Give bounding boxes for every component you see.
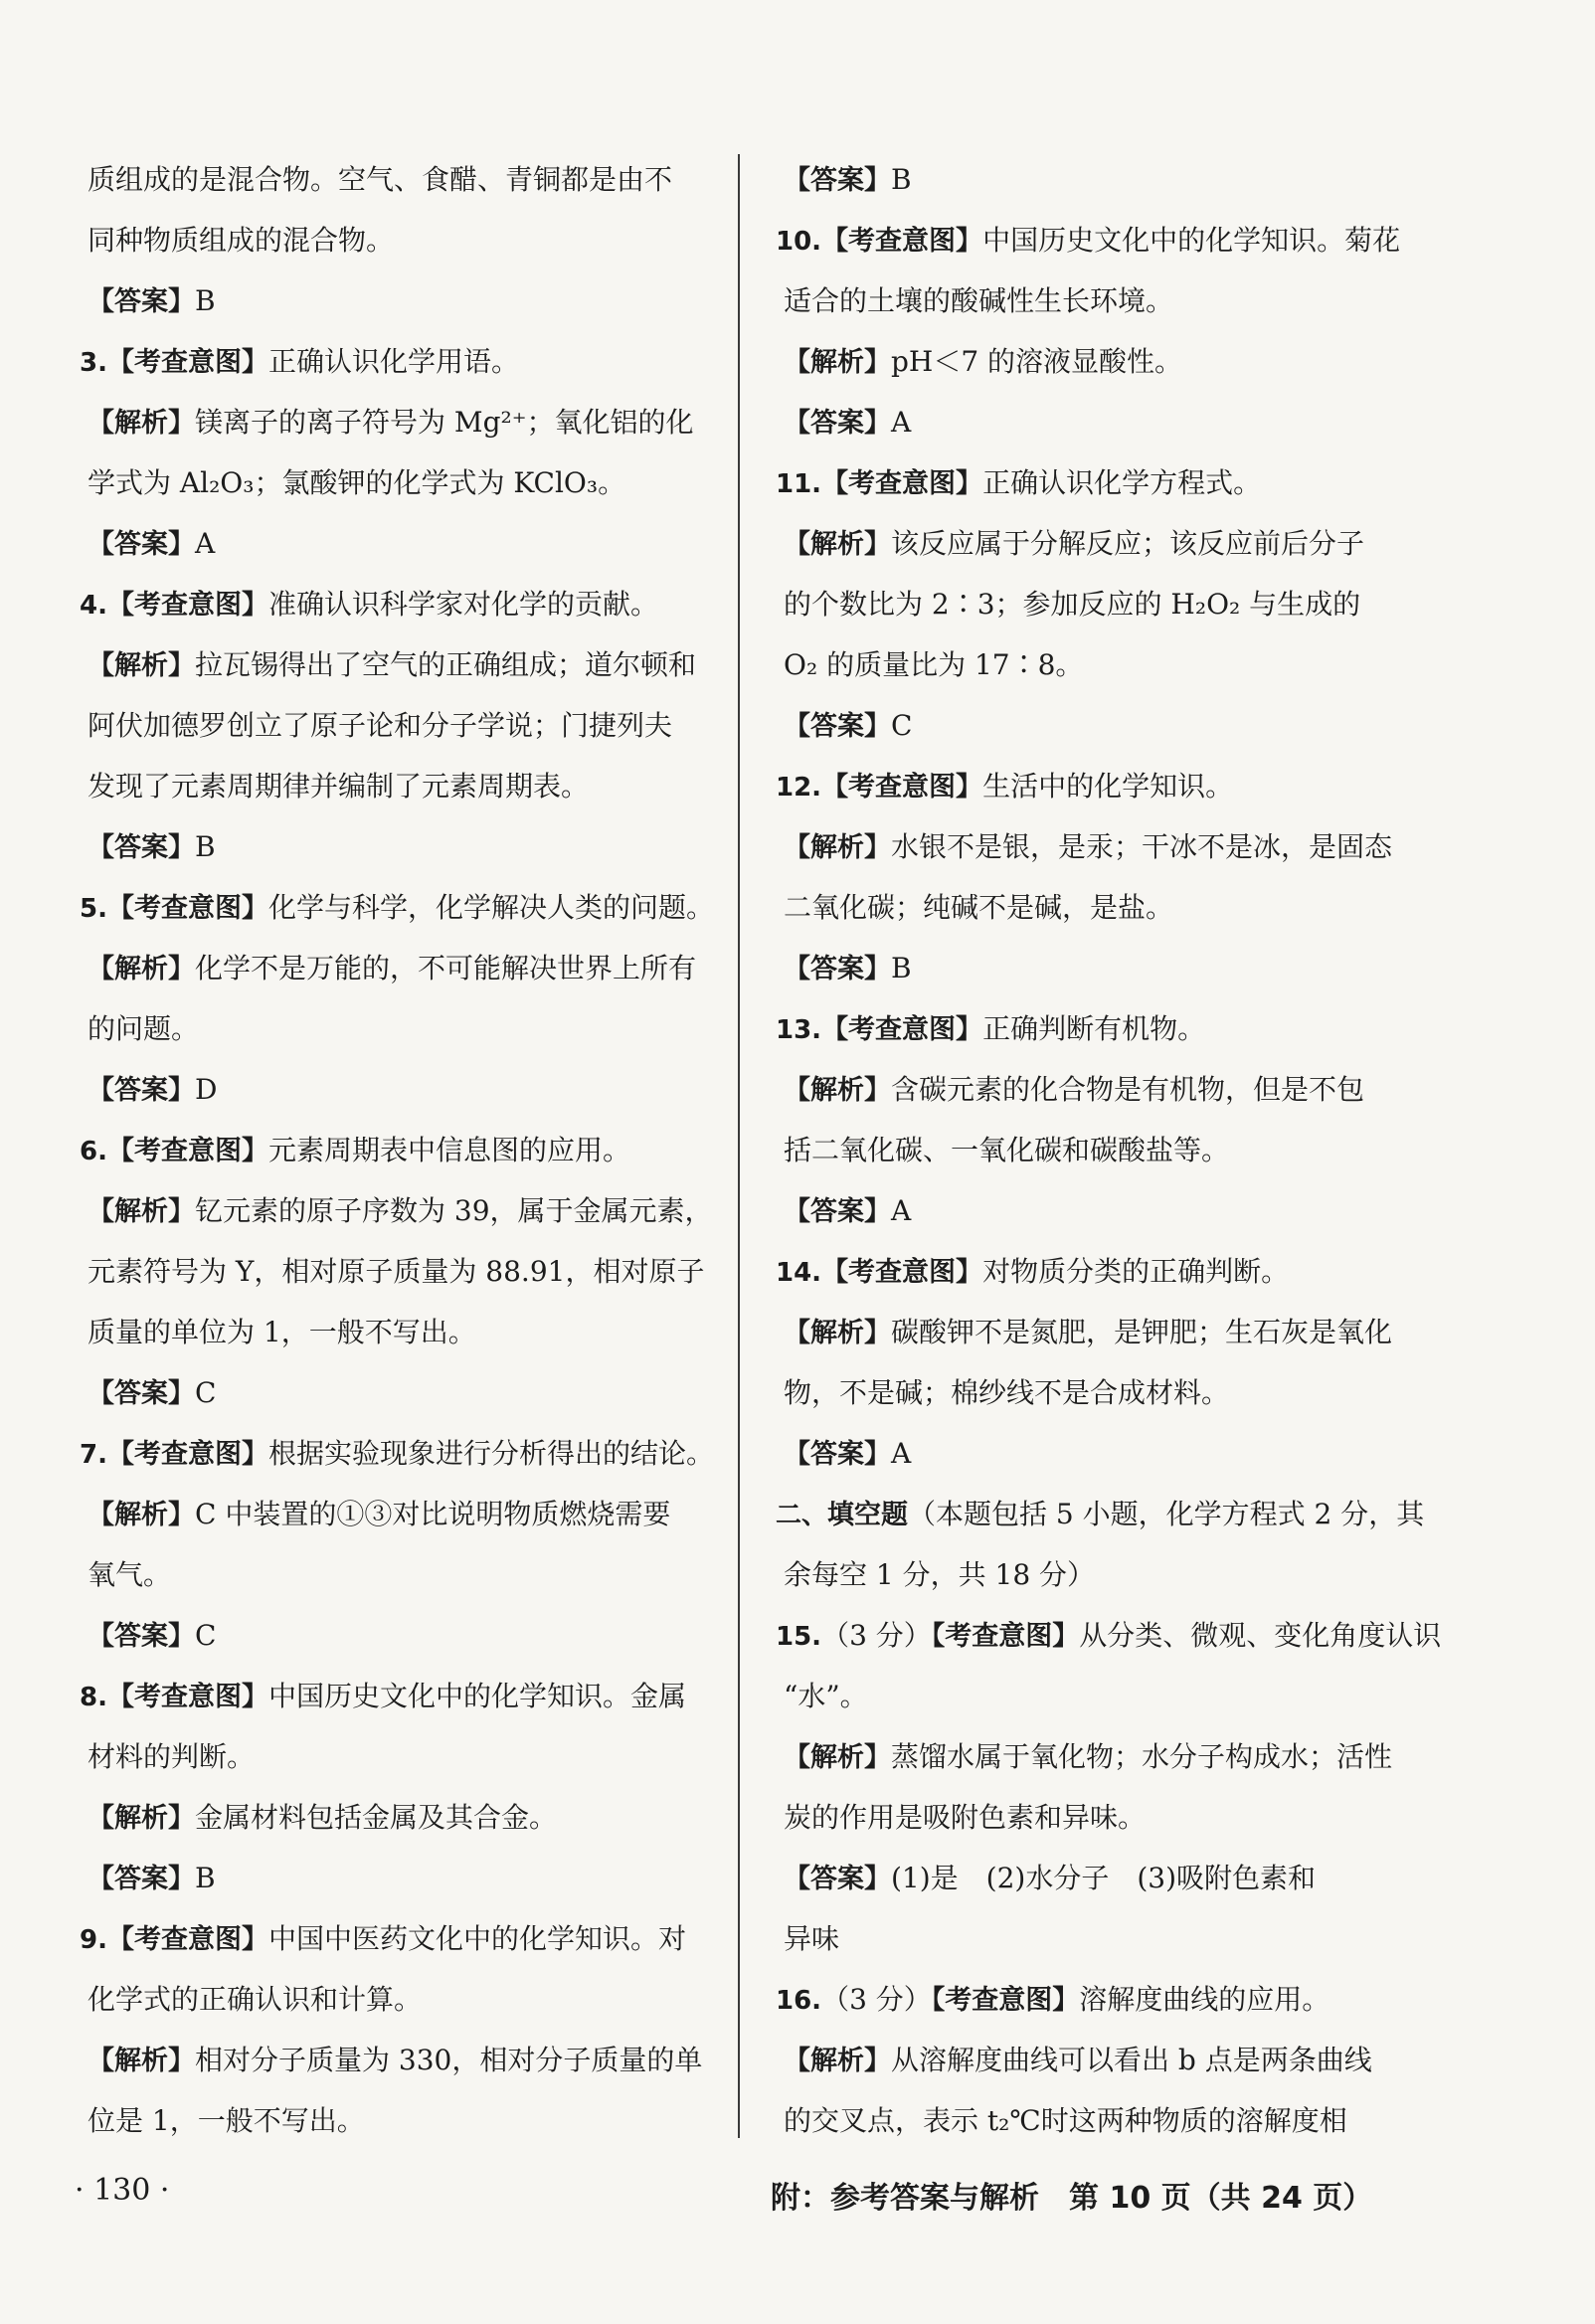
left-line (80, 270, 726, 331)
line-text: 质量的单位为 1，一般不写出。 (88, 1316, 476, 1348)
line-text: 对物质分类的正确判断。 (982, 1255, 1290, 1288)
right-line (776, 452, 1432, 513)
left-line (80, 392, 726, 452)
section-tag: 【考查意图】 (821, 772, 983, 803)
right-column (776, 149, 1442, 2151)
section-tag: 【答案】 (784, 954, 891, 984)
section-tag: 【解析】 (784, 2046, 891, 2076)
line-text: 生活中的化学知识。 (982, 770, 1234, 803)
line-text: C (195, 1619, 217, 1652)
left-line (80, 2030, 726, 2090)
right-line (776, 2090, 1432, 2151)
left-line (80, 1120, 726, 1180)
left-line (80, 634, 726, 695)
line-text: C (891, 709, 913, 742)
right-line (776, 270, 1432, 331)
line-text: （本题包括 5 小题，化学方程式 2 分，其 (908, 1498, 1425, 1530)
section-tag: 【答案】 (88, 1075, 195, 1106)
line-text: B (891, 163, 912, 196)
line-text: 金属材料包括金属及其合金。 (195, 1801, 558, 1834)
left-line (80, 210, 726, 270)
item-number: 16. (776, 1986, 822, 2016)
left-line (80, 1423, 726, 1484)
line-text: 拉瓦锡得出了空气的正确组成；道尔顿和 (195, 648, 697, 681)
item-number: 9. (80, 1925, 107, 1955)
right-line (776, 1059, 1432, 1120)
left-line (80, 1180, 726, 1241)
line-text: 正确判断有机物。 (982, 1012, 1206, 1045)
right-line (776, 1484, 1432, 1544)
item-number: 11. (776, 469, 822, 499)
item-number: 5. (80, 894, 107, 924)
section-tag: 【答案】 (88, 1378, 195, 1409)
section-tag: 填空题 (827, 1500, 909, 1530)
line-text: 中国中医药文化中的化学知识。对 (267, 1922, 686, 1955)
line-text: A (891, 1194, 912, 1227)
left-line (80, 1241, 726, 1302)
line-text: 异味 (784, 1922, 840, 1955)
left-line (80, 1605, 726, 1666)
line-text: 适合的土壤的酸碱性生长环境。 (784, 284, 1174, 317)
line-text: 从分类、微观、变化角度认识 (1079, 1619, 1442, 1652)
section-tag: 【考查意图】 (931, 1621, 1080, 1652)
line-text: 阿伏加德罗创立了原子论和分子学说；门捷列夫 (88, 709, 673, 742)
left-line (80, 149, 726, 210)
line-text: 相对分子质量为 330，相对分子质量的单 (195, 2044, 703, 2076)
line-text: 质组成的是混合物。空气、食醋、青铜都是由不 (88, 163, 673, 196)
section-tag: 【解析】 (784, 1075, 891, 1106)
right-line (776, 816, 1432, 877)
right-line (776, 1362, 1432, 1423)
line-text: 元素符号为 Y，相对原子质量为 88.91，相对原子 (88, 1255, 705, 1288)
section-tag: 【考查意图】 (106, 1439, 268, 1470)
right-line (776, 2030, 1432, 2090)
section-tag: 【答案】 (88, 1864, 195, 1894)
line-text: B (891, 952, 912, 984)
line-text: 含碳元素的化合物是有机物，但是不包 (891, 1073, 1365, 1106)
line-text: 碳酸钾不是氮肥，是钾肥；生石灰是氧化 (891, 1316, 1393, 1348)
right-line (776, 574, 1432, 634)
section-tag: 【答案】 (784, 1196, 891, 1227)
right-line (776, 1666, 1432, 1726)
item-number: 12. (776, 773, 822, 803)
line-text: 中国历史文化中的化学知识。菊花 (982, 224, 1401, 257)
section-tag: 【答案】 (88, 1621, 195, 1652)
left-line (80, 1362, 726, 1423)
right-line (776, 1908, 1432, 1969)
line-text: 二氧化碳；纯碱不是碱，是盐。 (784, 891, 1174, 924)
column-divider (738, 154, 740, 2138)
section-tag: 【考查意图】 (106, 590, 268, 621)
left-line (80, 2090, 726, 2151)
line-text: 元素周期表中信息图的应用。 (267, 1134, 630, 1166)
line-text: 的个数比为 2∶3；参加反应的 H₂O₂ 与生成的 (784, 588, 1361, 621)
line-text: 同种物质组成的混合物。 (88, 224, 395, 257)
left-line (80, 1666, 726, 1726)
left-line (80, 1302, 726, 1362)
section-tag: 【解析】 (784, 1742, 891, 1773)
section-tag: 【答案】 (784, 711, 891, 742)
section-tag: 【考查意图】 (931, 1985, 1080, 2016)
left-line (80, 574, 726, 634)
section-tag: 【解析】 (88, 954, 195, 984)
left-line (80, 1787, 726, 1848)
line-text: B (195, 284, 216, 317)
left-line (80, 1908, 726, 1969)
section-tag: 【答案】 (784, 1439, 891, 1470)
line-text: 镁离子的离子符号为 Mg²⁺；氧化铝的化 (195, 406, 694, 439)
line-text: （3 分） (821, 1619, 932, 1652)
line-text: 钇元素的原子序数为 39，属于金属元素， (195, 1194, 713, 1227)
line-text: 正确认识化学方程式。 (982, 466, 1262, 499)
line-text: B (195, 830, 216, 863)
footer-title: 附：参考答案与解析 第 10 页（共 24 页） (771, 2181, 1373, 2216)
left-line (80, 938, 726, 998)
line-text: 括二氧化碳、一氧化碳和碳酸盐等。 (784, 1134, 1230, 1166)
line-text: 化学不是万能的，不可能解决世界上所有 (195, 952, 697, 984)
right-line (776, 756, 1432, 816)
right-line (776, 998, 1432, 1059)
line-text: 水银不是银，是汞；干冰不是冰，是固态 (891, 830, 1393, 863)
line-text: 溶解度曲线的应用。 (1079, 1983, 1330, 2016)
left-line (80, 513, 726, 574)
page-number: · 130 · (75, 2173, 170, 2208)
right-line (776, 1180, 1432, 1241)
line-text: 化学与科学，化学解决人类的问题。 (267, 891, 714, 924)
left-line (80, 998, 726, 1059)
section-tag: 【考查意图】 (106, 1924, 268, 1955)
right-line (776, 392, 1432, 452)
item-number: 10. (776, 227, 822, 257)
line-text: 炭的作用是吸附色素和异味。 (784, 1801, 1147, 1834)
line-text: O₂ 的质量比为 17∶8。 (784, 648, 1084, 681)
section-tag: 【考查意图】 (821, 1014, 983, 1045)
section-tag: 【解析】 (88, 650, 195, 681)
section-tag: 【考查意图】 (106, 893, 268, 924)
line-text: 中国历史文化中的化学知识。金属 (267, 1680, 686, 1712)
right-line (776, 1241, 1432, 1302)
line-text: D (195, 1073, 218, 1106)
left-line (80, 1544, 726, 1605)
left-line (80, 695, 726, 756)
line-text: 根据实验现象进行分析得出的结论。 (267, 1437, 714, 1470)
line-text: 物，不是碱；棉纱线不是合成材料。 (784, 1376, 1230, 1409)
right-line (776, 1787, 1432, 1848)
left-line (80, 1484, 726, 1544)
line-text: 学式为 Al₂O₃；氯酸钾的化学式为 KClO₃。 (88, 466, 626, 499)
line-text: （3 分） (821, 1983, 932, 2016)
line-text: 准确认识科学家对化学的贡献。 (267, 588, 658, 621)
section-tag: 【考查意图】 (106, 1136, 268, 1166)
line-text: 的问题。 (88, 1012, 200, 1045)
line-text: 蒸馏水属于氧化物；水分子构成水；活性 (891, 1740, 1393, 1773)
line-text: 位是 1，一般不写出。 (88, 2104, 365, 2137)
left-line (80, 756, 726, 816)
line-text: A (195, 527, 216, 560)
item-number: 6. (80, 1137, 107, 1166)
right-line (776, 210, 1432, 270)
line-text: 发现了元素周期律并编制了元素周期表。 (88, 770, 590, 803)
right-line (776, 1969, 1432, 2030)
right-line (776, 149, 1432, 210)
line-text: (1)是 (2)水分子 (3)吸附色素和 (891, 1862, 1316, 1894)
item-number: 4. (80, 591, 107, 621)
item-number: 3. (80, 348, 107, 378)
right-line (776, 1848, 1432, 1908)
right-line (776, 938, 1432, 998)
section-tag: 【考查意图】 (821, 1257, 983, 1288)
left-line (80, 452, 726, 513)
line-text: 余每空 1 分，共 18 分） (784, 1558, 1096, 1591)
section-tag: 【考查意图】 (821, 468, 983, 499)
item-number: 14. (776, 1258, 822, 1288)
line-text: 正确认识化学用语。 (267, 345, 519, 378)
right-line (776, 1605, 1442, 1666)
line-text: 化学式的正确认识和计算。 (88, 1983, 423, 2016)
line-text: 材料的判断。 (88, 1740, 256, 1773)
left-line (80, 1059, 726, 1120)
section-tag: 【解析】 (784, 347, 891, 378)
left-line (80, 877, 726, 938)
line-text: A (891, 1437, 912, 1470)
line-text: 的交叉点，表示 t₂℃时这两种物质的溶解度相 (784, 2104, 1347, 2137)
right-line (776, 1726, 1432, 1787)
left-line (80, 816, 726, 877)
line-text: 该反应属于分解反应；该反应前后分子 (891, 527, 1365, 560)
item-number: 7. (80, 1440, 107, 1470)
section-tag: 【答案】 (88, 529, 195, 560)
line-text: 从溶解度曲线可以看出 b 点是两条曲线 (891, 2044, 1372, 2076)
section-tag: 【答案】 (784, 1864, 891, 1894)
section-tag: 【考查意图】 (106, 1682, 268, 1712)
section-tag: 【解析】 (784, 832, 891, 863)
line-text: 氧气。 (88, 1558, 172, 1591)
left-line (80, 1726, 726, 1787)
right-line (776, 331, 1432, 392)
right-line (776, 1423, 1432, 1484)
right-line (776, 695, 1432, 756)
left-line (80, 1969, 726, 2030)
line-text: C (195, 1376, 217, 1409)
line-text: pH＜7 的溶液显酸性。 (891, 345, 1183, 378)
item-number: 15. (776, 1622, 822, 1652)
left-line (80, 1848, 726, 1908)
right-line (776, 877, 1432, 938)
section-tag: 【解析】 (88, 408, 195, 439)
section-tag: 【解析】 (88, 2046, 195, 2076)
left-line (80, 331, 726, 392)
section-tag: 【答案】 (88, 832, 195, 863)
line-text: A (891, 406, 912, 439)
line-text: “水”。 (784, 1680, 868, 1712)
line-text: C 中装置的①③对比说明物质燃烧需要 (195, 1498, 671, 1530)
left-column (80, 149, 726, 2151)
right-line (776, 1302, 1432, 1362)
section-tag: 【解析】 (88, 1500, 195, 1530)
item-number: 8. (80, 1683, 107, 1712)
right-line (776, 513, 1432, 574)
right-line (776, 634, 1432, 695)
item-number: 13. (776, 1015, 822, 1045)
line-text: B (195, 1862, 216, 1894)
section-tag: 【答案】 (784, 408, 891, 439)
section-tag: 【答案】 (784, 165, 891, 196)
section-tag: 【解析】 (784, 1318, 891, 1348)
section-tag: 【考查意图】 (821, 226, 983, 257)
section-tag: 【考查意图】 (106, 347, 268, 378)
right-line (776, 1544, 1432, 1605)
section-tag: 【解析】 (88, 1803, 195, 1834)
page-footer (0, 2173, 1595, 2223)
right-line (776, 1120, 1432, 1180)
section-tag: 【解析】 (88, 1196, 195, 1227)
section-tag: 【解析】 (784, 529, 891, 560)
item-number: 二、 (776, 1501, 828, 1530)
section-tag: 【答案】 (88, 286, 195, 317)
